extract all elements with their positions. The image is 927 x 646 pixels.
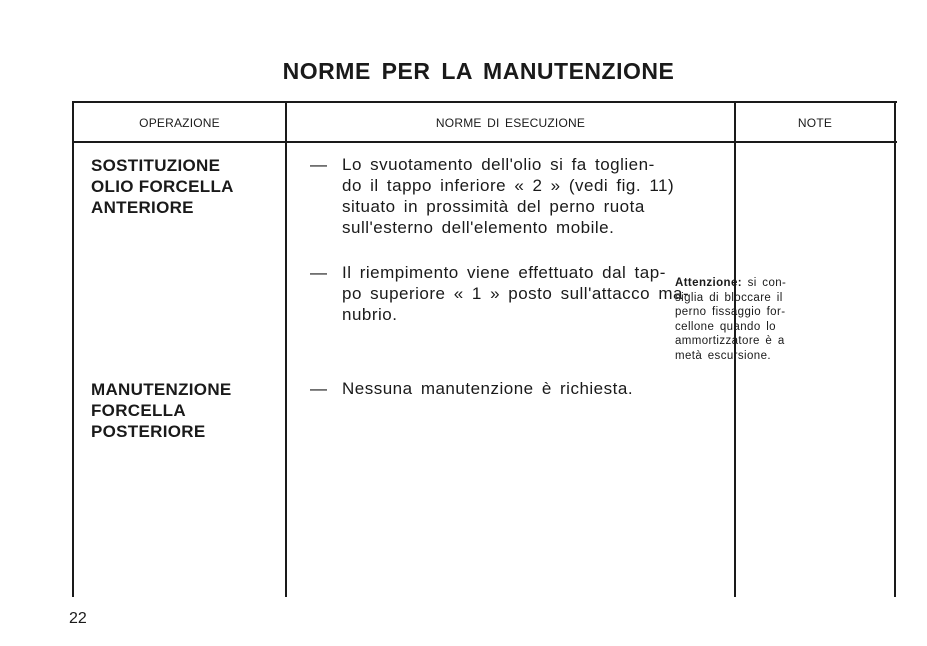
norm-item xyxy=(310,154,720,238)
norm-item xyxy=(310,378,720,399)
note-label: Attenzione: xyxy=(675,277,743,289)
table-left-border xyxy=(72,101,74,597)
page-title: NORME PER LA MANUTENZIONE xyxy=(282,58,675,84)
note-attention xyxy=(675,276,815,363)
column-header-norme: NORME DI ESECUZIONE xyxy=(435,116,586,130)
norm-item xyxy=(310,262,720,325)
norm-text: Nessuna manutenzione è richiesta. xyxy=(342,379,634,398)
column-header-operazione: OPERAZIONE xyxy=(139,116,220,130)
table-right-border xyxy=(894,101,896,597)
norm-text: Lo svuotamento dell'olio si fa toglien- do il tappo inferiore « 2 » (vedi fig. 11) situato in prossimità del perno ruota sull'esterno dell'elemento mobile. xyxy=(342,155,675,237)
note-body: si con- siglia di bloccare il perno fissaggio for- cellone quando lo ammortizzatore è a metà escursione. xyxy=(675,277,787,362)
column-divider-operazione xyxy=(285,101,287,597)
table-top-border xyxy=(72,101,897,103)
dash-bullet: — xyxy=(310,155,328,174)
operation-title-rear-fork: MANUTENZIONE FORCELLA POSTERIORE xyxy=(91,380,232,441)
operation-title-front-fork: SOSTITUZIONE OLIO FORCELLA ANTERIORE xyxy=(91,156,234,217)
column-header-note: NOTE xyxy=(797,116,833,130)
norm-text: Il riempimento viene effettuato dal tap- po superiore « 1 » posto sull'attacco ma- nubrio. xyxy=(342,263,690,324)
dash-bullet: — xyxy=(310,263,328,282)
page-number: 22 xyxy=(69,610,87,627)
dash-bullet: — xyxy=(310,379,328,398)
header-divider xyxy=(72,141,897,143)
